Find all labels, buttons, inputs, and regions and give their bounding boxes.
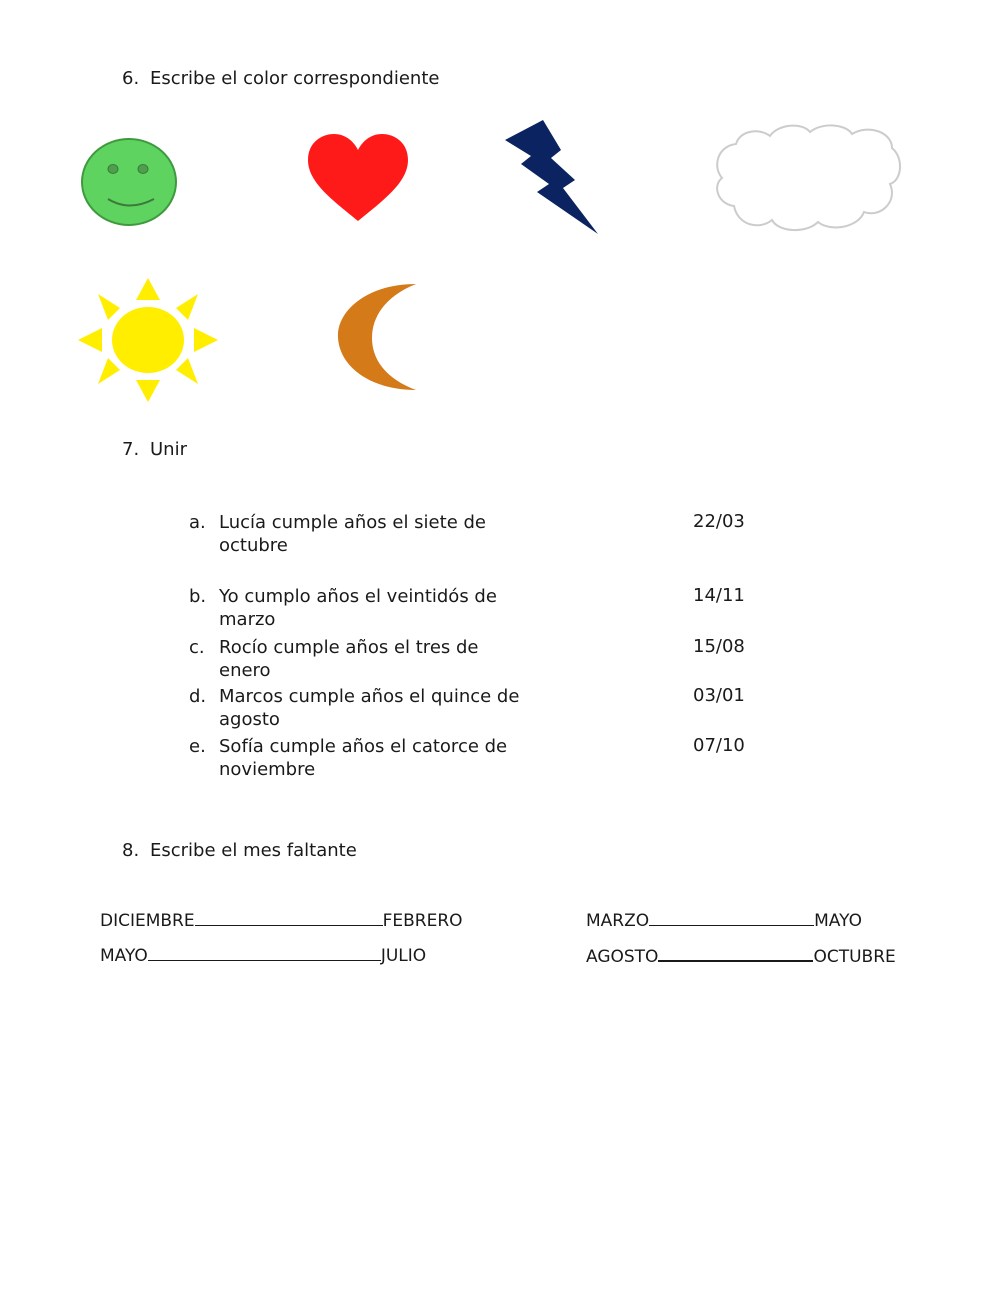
missing-month-row [586,911,862,931]
match-date: 14/11 [693,585,745,606]
match-sentence: Yo cumplo años el veintidós de marzo [219,586,497,630]
match-sentence: Rocío cumple años el tres de enero [219,637,479,681]
month-after: JULIO [380,946,427,966]
lightning-bolt-icon [503,120,599,236]
match-sentence: Lucía cumple años el siete de octubre [219,512,486,556]
match-date: 22/03 [693,511,745,532]
section-7-number: 7. [122,439,140,460]
month-before: DICIEMBRE [100,911,195,931]
match-date: 15/08 [693,636,745,657]
month-after: FEBRERO [382,911,463,931]
answer-blank[interactable] [658,946,813,962]
moon-icon [336,282,420,392]
heart-icon [306,133,410,223]
match-letter: d. [189,686,207,707]
section-8-title [122,840,357,861]
missing-month-row [100,946,426,966]
section-6-number: 6. [122,68,140,89]
cloud-icon [712,122,902,234]
missing-month-row [586,946,896,967]
month-before: MARZO [586,911,650,931]
match-item-a [189,511,529,557]
sun-icon [78,278,218,402]
section-8-title-text: Escribe el mes faltante [150,840,357,861]
month-before: MAYO [100,946,148,966]
match-letter: b. [189,586,207,607]
section-6-title-text: Escribe el color correspondiente [150,68,440,89]
section-8-number: 8. [122,840,140,861]
match-sentence: Sofía cumple años el catorce de noviembre [219,736,508,780]
match-date: 03/01 [693,685,745,706]
answer-blank[interactable] [195,911,383,926]
section-6-title [122,68,439,89]
match-item-c [189,636,529,682]
match-item-e [189,735,529,781]
missing-month-row [100,911,463,931]
match-date: 07/10 [693,735,745,756]
match-letter: a. [189,512,206,533]
section-7-title [122,439,187,460]
month-after: OCTUBRE [813,947,896,967]
answer-blank[interactable] [649,911,814,926]
month-before: AGOSTO [586,947,659,967]
match-letter: c. [189,637,205,658]
month-after: MAYO [814,911,862,931]
match-sentence: Marcos cumple años el quince de agosto [219,686,520,730]
match-item-b [189,585,529,631]
answer-blank[interactable] [148,946,381,961]
section-7-title-text: Unir [150,439,187,460]
match-item-d [189,685,529,731]
smiley-face-icon [80,137,178,229]
match-letter: e. [189,736,206,757]
